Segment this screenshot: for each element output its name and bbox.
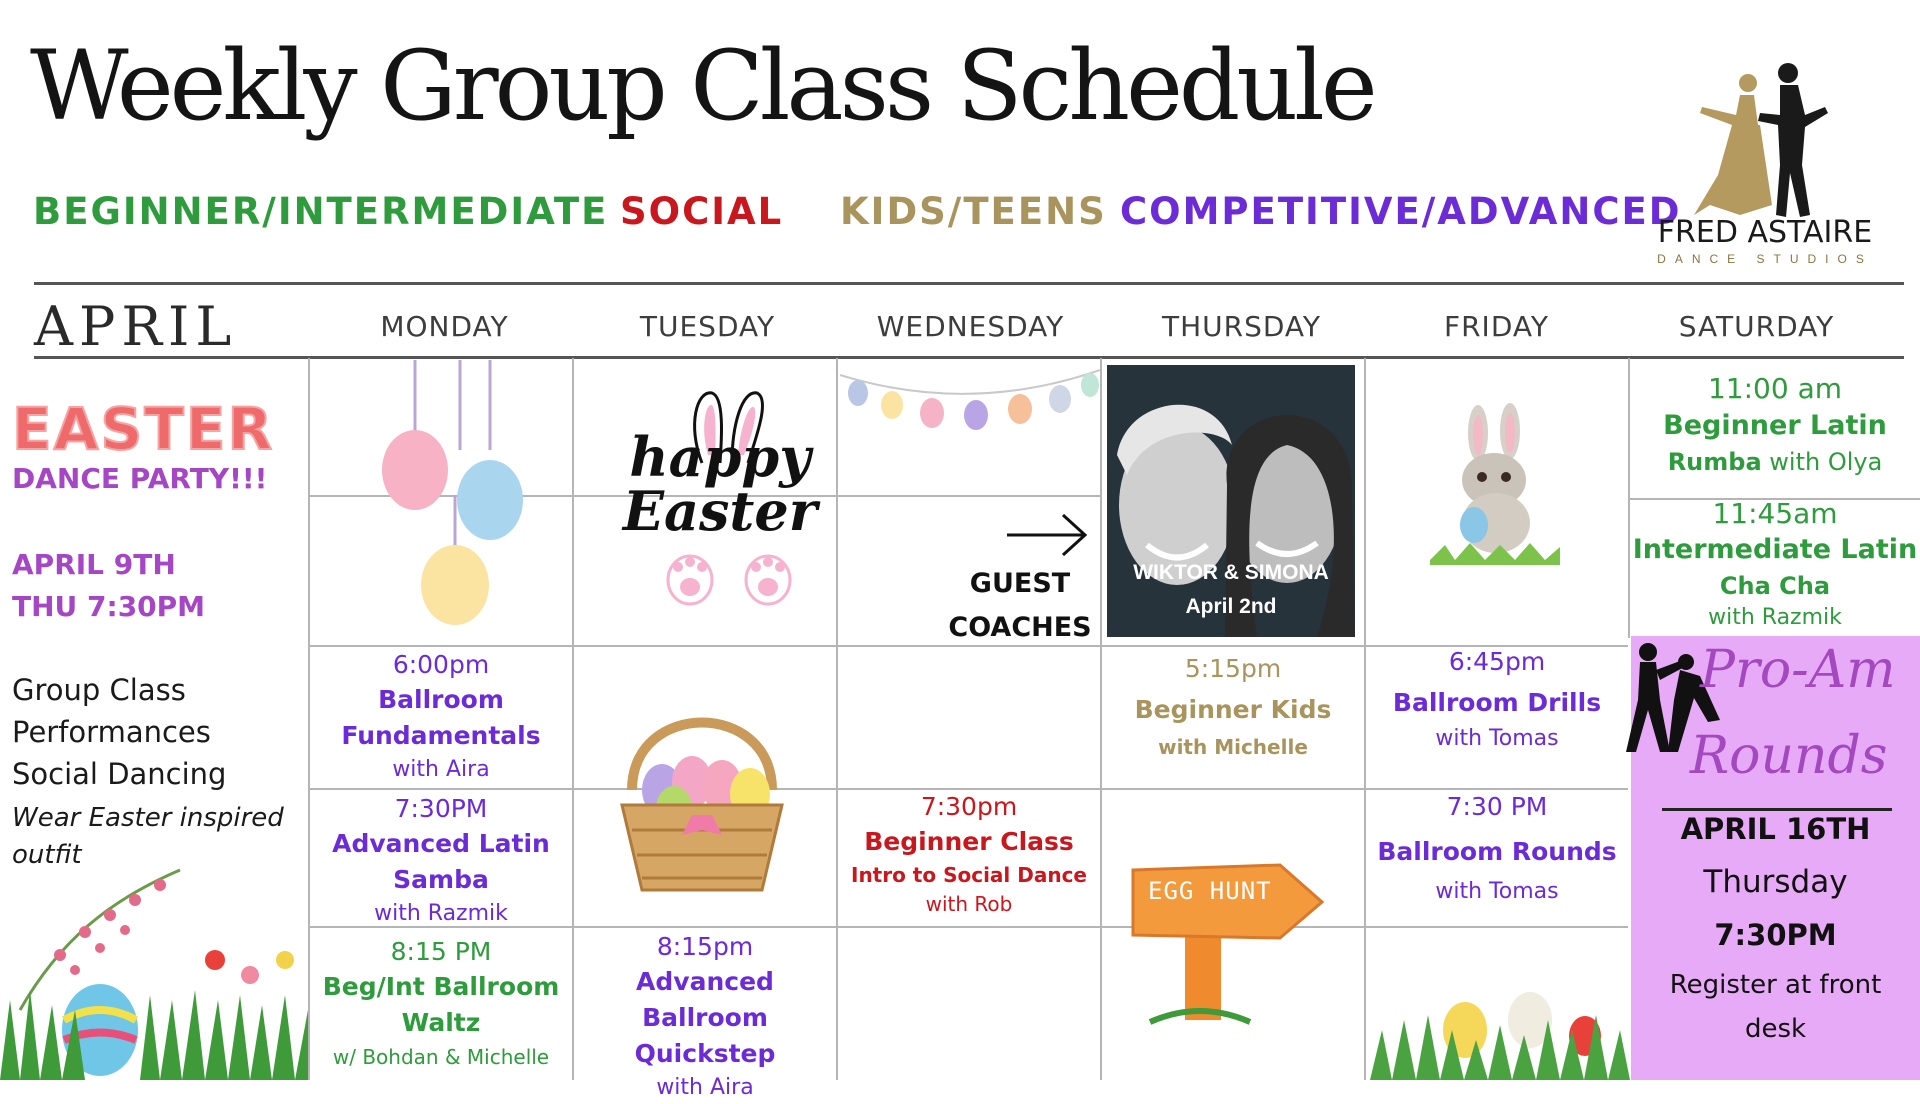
- rounds-title: Rounds: [1690, 726, 1888, 786]
- header-rule-top: [34, 282, 1904, 285]
- class-time: 11:45am: [1712, 497, 1838, 530]
- guest-coaches-photo: [1107, 365, 1355, 637]
- class-style: Samba: [393, 865, 489, 894]
- class-time: 7:30PM: [394, 794, 488, 823]
- party-time: THU 7:30PM: [12, 590, 206, 623]
- class-name: Beginner Class: [864, 827, 1074, 856]
- class-name: Ballroom Drills: [1392, 688, 1602, 717]
- easter-grass-flowers-icon: [0, 860, 308, 1080]
- hanging-eggs-icon: [370, 360, 530, 630]
- guest-coach-date: April 2nd: [1185, 595, 1277, 618]
- day-header-monday: MONDAY: [380, 310, 509, 343]
- pro-am-note: desk: [1744, 1014, 1807, 1044]
- month-label: APRIL: [34, 295, 238, 358]
- class-subtitle: Intro to Social Dance: [851, 863, 1087, 887]
- class-time: 6:00pm: [392, 650, 490, 679]
- class-time: 8:15pm: [656, 932, 754, 961]
- class-card-monday-3: [310, 935, 572, 1073]
- class-style: Quickstep: [634, 1039, 776, 1068]
- class-name: Beginner Latin: [1663, 410, 1887, 441]
- class-name: Advanced Latin: [332, 829, 550, 858]
- class-card-saturday-1: [1630, 372, 1920, 478]
- class-card-wednesday-2: [838, 790, 1100, 918]
- class-instructor: with Tomas: [1435, 726, 1559, 751]
- class-name: Ballroom: [378, 685, 504, 714]
- class-instructor: with Tomas: [1435, 879, 1559, 904]
- class-card-friday-1: [1366, 645, 1628, 755]
- day-header-tuesday: TUESDAY: [639, 310, 776, 343]
- class-instructor: with Razmik: [1708, 605, 1842, 630]
- class-name: Intermediate Latin: [1632, 534, 1918, 565]
- legend-beginner-intermediate: BEGINNER/INTERMEDIATE: [33, 190, 609, 233]
- egg-garland-icon: [840, 365, 1100, 445]
- logo-subtitle: DANCE STUDIOS: [1657, 252, 1873, 266]
- class-card-thursday-1: [1102, 652, 1364, 762]
- class-name: Ballroom Rounds: [1377, 837, 1617, 866]
- class-instructor: with Olya: [1769, 448, 1883, 476]
- logo-name: FRED ASTAIRE: [1657, 215, 1873, 250]
- pro-am-time: 7:30PM: [1714, 918, 1837, 952]
- class-time: 8:15 PM: [390, 937, 492, 966]
- egg-hunt-label: EGG HUNT: [1148, 877, 1272, 905]
- easter-bunny-icon: [1430, 405, 1560, 565]
- coaches-label: COACHES: [948, 612, 1092, 643]
- guest-coach-names: WIKTOR & SIMONA: [1133, 561, 1329, 584]
- day-header-friday: FRIDAY: [1444, 310, 1549, 343]
- legend-social: SOCIAL: [620, 190, 784, 233]
- happy-easter-banner: [600, 425, 840, 543]
- easter-basket-icon: [612, 690, 792, 900]
- class-name: Advanced Ballroom: [636, 967, 774, 1032]
- party-heading: DANCE PARTY!!!: [12, 462, 268, 495]
- class-style: Rumba: [1667, 448, 1762, 476]
- party-activity: Group Class: [12, 673, 186, 707]
- class-instructor: with Rob: [925, 892, 1013, 916]
- pro-am-note: Register at front: [1669, 970, 1882, 1000]
- easter-grass-eggs-icon: [1370, 970, 1630, 1080]
- class-style-instructor: [1630, 446, 1920, 478]
- pro-am-date: APRIL 16TH: [1680, 812, 1871, 846]
- pro-am-day: Thursday: [1703, 864, 1848, 900]
- class-time: 7:30 PM: [1446, 792, 1548, 821]
- class-card-saturday-2: [1630, 497, 1920, 633]
- guest-coaches-label: [940, 562, 1100, 650]
- class-time: 7:30pm: [920, 792, 1018, 821]
- class-instructor: with Aira: [656, 1075, 754, 1100]
- party-activity: Social Dancing: [12, 757, 227, 791]
- bunny-paws-icon: [660, 545, 800, 605]
- class-time: 5:15pm: [1184, 654, 1282, 683]
- pro-am-title: Pro-Am: [1700, 640, 1896, 700]
- legend-kids-teens: KIDS/TEENS: [840, 190, 1107, 233]
- class-card-monday-2: [310, 792, 572, 930]
- party-date: APRIL 9TH: [12, 548, 176, 581]
- class-instructor: with Razmik: [374, 901, 508, 926]
- class-instructor: with Aira: [392, 757, 490, 782]
- happy-text: happy: [629, 425, 811, 489]
- page-title: Weekly Group Class Schedule: [30, 30, 1374, 142]
- class-time: 11:00 am: [1707, 372, 1843, 405]
- legend-competitive-advanced: COMPETITIVE/ADVANCED: [1120, 190, 1682, 233]
- class-style: Waltz: [401, 1008, 481, 1037]
- class-card-friday-2: [1366, 790, 1628, 908]
- class-style: Cha Cha: [1719, 572, 1831, 600]
- day-header-saturday: SATURDAY: [1678, 310, 1835, 343]
- day-header-wednesday: WEDNESDAY: [876, 310, 1065, 343]
- guest-label: GUEST: [969, 568, 1071, 599]
- class-instructor: w/ Bohdan & Michelle: [332, 1045, 550, 1069]
- easter-text: Easter: [622, 479, 818, 543]
- pro-am-divider: [1662, 808, 1892, 811]
- day-header-thursday: THURSDAY: [1161, 310, 1322, 343]
- egg-hunt-sign-icon: [1130, 840, 1330, 1030]
- class-name: Beginner Kids: [1134, 695, 1332, 724]
- class-card-tuesday-3: [574, 930, 836, 1104]
- header-rule-bottom: [34, 356, 1904, 359]
- class-style: Fundamentals: [341, 721, 541, 750]
- class-instructor: with Michelle: [1158, 735, 1308, 759]
- party-dress-note: Wear Easter inspired outfit: [12, 803, 284, 870]
- class-name: Beg/Int Ballroom: [322, 972, 560, 1001]
- arrow-right-icon: [1005, 510, 1090, 560]
- easter-heading: EASTER: [12, 395, 275, 463]
- class-card-monday-1: [310, 648, 572, 786]
- class-time: 6:45pm: [1448, 647, 1546, 676]
- party-activity: Performances: [12, 715, 211, 749]
